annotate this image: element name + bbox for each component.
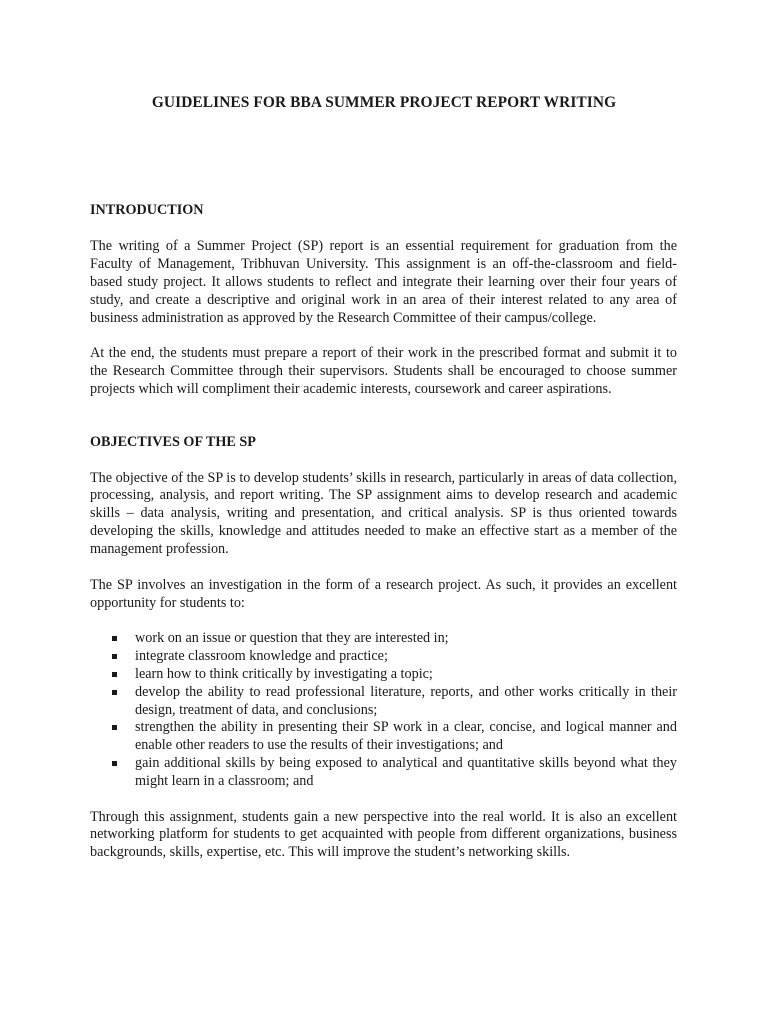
list-item-text: learn how to think critically by investigating a topic; <box>135 665 433 682</box>
list-item <box>90 648 677 666</box>
list-item <box>90 666 677 684</box>
objectives-paragraph-2: The SP involves an investigation in the form of a research project. As such, it provides an excellent opportunity for students to: <box>90 576 677 611</box>
square-bullet-icon <box>112 636 117 641</box>
list-item <box>90 630 677 648</box>
document-body <box>90 202 677 862</box>
list-item <box>90 755 677 791</box>
square-bullet-icon <box>112 690 117 695</box>
list-item-text: integrate classroom knowledge and practice; <box>135 647 388 664</box>
section-heading-objectives: OBJECTIVES OF THE SP <box>90 433 256 450</box>
square-bullet-icon <box>112 761 117 766</box>
objectives-paragraph-1: The objective of the SP is to develop students’ skills in research, particularly in areas of data collection, processing, analysis, and report writing. The SP assignment aims to develop research and academic skills – data analysis, writing and presentation, and critical analysis. SP is thus oriented towards developing the skills, knowledge and attitudes needed to make an effective start as a member of the management profession. <box>90 469 677 558</box>
section-objectives <box>90 434 677 863</box>
section-heading-introduction: INTRODUCTION <box>90 202 204 218</box>
list-item-text: strengthen the ability in presenting their SP work in a clear, concise, and logical manner and enable other readers to use the results of their investigations; and <box>135 719 677 754</box>
square-bullet-icon <box>112 654 117 659</box>
square-bullet-icon <box>112 725 117 730</box>
list-item-text: work on an issue or question that they are interested in; <box>135 629 449 646</box>
objectives-closing-paragraph: Through this assignment, students gain a new perspective into the real world. It is also an excellent networking platform for students to get acquainted with people from different organizations, business backgrounds, skills, expertise, etc. This will improve the student’s networking skills. <box>90 808 677 861</box>
list-item-text: develop the ability to read professional literature, reports, and other works critically in their design, treatment of data, and conclusions; <box>135 683 677 718</box>
intro-paragraph-2: At the end, the students must prepare a report of their work in the prescribed format and submit it to the Research Committee through their supervisors. Students shall be encouraged to choose summer projects which will compliment their academic interests, coursework and career aspirations. <box>90 344 677 397</box>
list-item <box>90 719 677 755</box>
list-item-text: gain additional skills by being exposed to analytical and quantitative skills beyond what they might learn in a classroom; and <box>135 755 677 790</box>
intro-paragraph-1: The writing of a Summer Project (SP) report is an essential requirement for graduation from the Faculty of Management, Tribhuvan University. This assignment is an off-the-classroom and field-based study project. It allows students to reflect and integrate their learning over their four years of study, and create a descriptive and original work in an area of their interest related to any area of business administration as approved by the Research Committee of their campus/college. <box>90 237 677 326</box>
document-title: GUIDELINES FOR BBA SUMMER PROJECT REPORT WRITING <box>151 94 617 111</box>
list-item <box>90 684 677 720</box>
square-bullet-icon <box>112 672 117 677</box>
objectives-bullet-list <box>90 630 677 791</box>
section-introduction <box>90 202 677 399</box>
